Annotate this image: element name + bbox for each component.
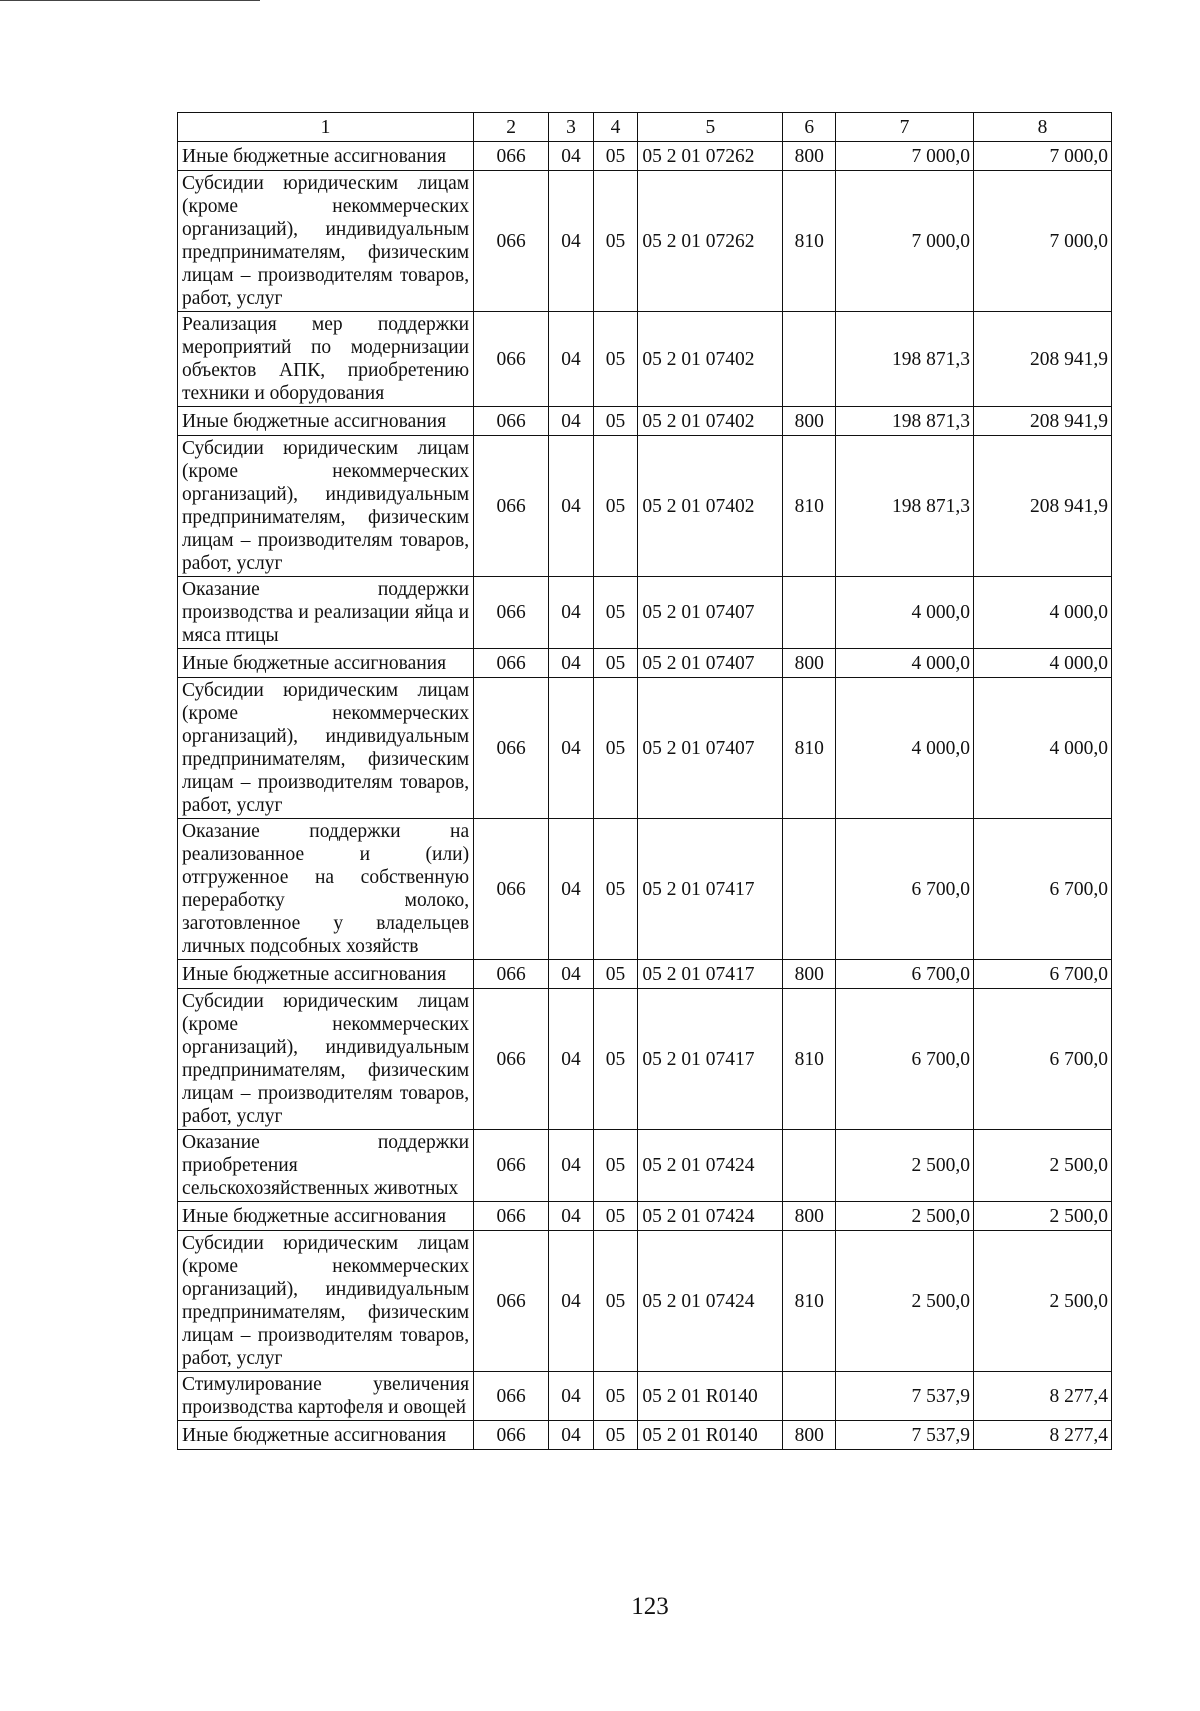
amount-year-2: 6 700,0 <box>974 960 1112 989</box>
target-article-code: 05 2 01 07407 <box>638 649 783 678</box>
expense-type-code: 810 <box>783 678 836 819</box>
table-row <box>178 1202 1112 1231</box>
ministry-code: 066 <box>474 960 549 989</box>
header-col-4: 4 <box>593 113 638 142</box>
table-row <box>178 960 1112 989</box>
table-row <box>178 312 1112 407</box>
target-article-code: 05 2 01 07417 <box>638 960 783 989</box>
expense-type-code <box>783 577 836 649</box>
target-article-code: 05 2 01 R0140 <box>638 1372 783 1421</box>
item-name: Субсидии юридическим лицам (кроме некоммерческих организаций), индивидуальным предпринимателям, физическим лицам – производителям товаров, работ, услуг <box>178 678 474 819</box>
expense-type-code: 800 <box>783 1202 836 1231</box>
subsection-code: 05 <box>593 171 638 312</box>
scan-edge-mark <box>0 0 260 7</box>
amount-year-2: 6 700,0 <box>974 819 1112 960</box>
amount-year-2: 4 000,0 <box>974 577 1112 649</box>
budget-table <box>177 112 1112 1450</box>
ministry-code: 066 <box>474 1231 549 1372</box>
amount-year-2: 2 500,0 <box>974 1202 1112 1231</box>
item-name: Иные бюджетные ассигнования <box>178 960 474 989</box>
amount-year-1: 4 000,0 <box>836 649 974 678</box>
item-name: Субсидии юридическим лицам (кроме некоммерческих организаций), индивидуальным предпринимателям, физическим лицам – производителям товаров, работ, услуг <box>178 989 474 1130</box>
ministry-code: 066 <box>474 1421 549 1450</box>
expense-type-code: 800 <box>783 649 836 678</box>
item-name: Субсидии юридическим лицам (кроме некоммерческих организаций), индивидуальным предпринимателям, физическим лицам – производителям товаров, работ, услуг <box>178 436 474 577</box>
table-body <box>178 142 1112 1450</box>
ministry-code: 066 <box>474 1202 549 1231</box>
ministry-code: 066 <box>474 989 549 1130</box>
item-name: Субсидии юридическим лицам (кроме некоммерческих организаций), индивидуальным предпринимателям, физическим лицам – производителям товаров, работ, услуг <box>178 1231 474 1372</box>
ministry-code: 066 <box>474 407 549 436</box>
target-article-code: 05 2 01 07262 <box>638 171 783 312</box>
header-col-6: 6 <box>783 113 836 142</box>
subsection-code: 05 <box>593 989 638 1130</box>
target-article-code: 05 2 01 07402 <box>638 407 783 436</box>
item-name: Субсидии юридическим лицам (кроме некоммерческих организаций), индивидуальным предпринимателям, физическим лицам – производителям товаров, работ, услуг <box>178 171 474 312</box>
subsection-code: 05 <box>593 436 638 577</box>
amount-year-1: 198 871,3 <box>836 436 974 577</box>
subsection-code: 05 <box>593 142 638 171</box>
target-article-code: 05 2 01 07424 <box>638 1130 783 1202</box>
target-article-code: 05 2 01 07402 <box>638 312 783 407</box>
header-row <box>178 113 1112 142</box>
ministry-code: 066 <box>474 1130 549 1202</box>
section-code: 04 <box>549 577 594 649</box>
target-article-code: 05 2 01 R0140 <box>638 1421 783 1450</box>
ministry-code: 066 <box>474 142 549 171</box>
item-name: Иные бюджетные ассигнования <box>178 407 474 436</box>
target-article-code: 05 2 01 07407 <box>638 577 783 649</box>
table-row <box>178 649 1112 678</box>
header-col-8: 8 <box>974 113 1112 142</box>
amount-year-1: 7 000,0 <box>836 142 974 171</box>
target-article-code: 05 2 01 07402 <box>638 436 783 577</box>
subsection-code: 05 <box>593 407 638 436</box>
amount-year-1: 6 700,0 <box>836 989 974 1130</box>
subsection-code: 05 <box>593 649 638 678</box>
section-code: 04 <box>549 1231 594 1372</box>
expense-type-code <box>783 312 836 407</box>
expense-type-code: 800 <box>783 142 836 171</box>
section-code: 04 <box>549 989 594 1130</box>
header-col-3: 3 <box>549 113 594 142</box>
ministry-code: 066 <box>474 171 549 312</box>
amount-year-2: 6 700,0 <box>974 989 1112 1130</box>
amount-year-1: 7 537,9 <box>836 1421 974 1450</box>
item-name: Оказание поддержки приобретения сельскохозяйственных животных <box>178 1130 474 1202</box>
expense-type-code: 800 <box>783 407 836 436</box>
expense-type-code <box>783 819 836 960</box>
table-row <box>178 989 1112 1130</box>
table-row <box>178 678 1112 819</box>
item-name: Иные бюджетные ассигнования <box>178 1421 474 1450</box>
ministry-code: 066 <box>474 1372 549 1421</box>
item-name: Стимулирование увеличения производства картофеля и овощей <box>178 1372 474 1421</box>
target-article-code: 05 2 01 07417 <box>638 819 783 960</box>
section-code: 04 <box>549 678 594 819</box>
expense-type-code: 810 <box>783 1231 836 1372</box>
amount-year-2: 8 277,4 <box>974 1372 1112 1421</box>
ministry-code: 066 <box>474 649 549 678</box>
expense-type-code: 810 <box>783 989 836 1130</box>
section-code: 04 <box>549 436 594 577</box>
amount-year-2: 4 000,0 <box>974 649 1112 678</box>
item-name: Оказание поддержки на реализованное и (или) отгруженное на собственную переработку молоко, заготовленное у владельцев личных подсобных хозяйств <box>178 819 474 960</box>
amount-year-2: 7 000,0 <box>974 171 1112 312</box>
amount-year-2: 2 500,0 <box>974 1130 1112 1202</box>
expense-type-code <box>783 1372 836 1421</box>
item-name: Оказание поддержки производства и реализации яйца и мяса птицы <box>178 577 474 649</box>
ministry-code: 066 <box>474 678 549 819</box>
target-article-code: 05 2 01 07424 <box>638 1202 783 1231</box>
section-code: 04 <box>549 1372 594 1421</box>
amount-year-1: 198 871,3 <box>836 407 974 436</box>
subsection-code: 05 <box>593 312 638 407</box>
table-row <box>178 171 1112 312</box>
amount-year-2: 8 277,4 <box>974 1421 1112 1450</box>
item-name: Иные бюджетные ассигнования <box>178 1202 474 1231</box>
table-row <box>178 577 1112 649</box>
table-row <box>178 1372 1112 1421</box>
amount-year-1: 198 871,3 <box>836 312 974 407</box>
amount-year-2: 2 500,0 <box>974 1231 1112 1372</box>
section-code: 04 <box>549 142 594 171</box>
ministry-code: 066 <box>474 819 549 960</box>
subsection-code: 05 <box>593 1202 638 1231</box>
expense-type-code: 810 <box>783 436 836 577</box>
section-code: 04 <box>549 1130 594 1202</box>
section-code: 04 <box>549 819 594 960</box>
section-code: 04 <box>549 960 594 989</box>
amount-year-1: 4 000,0 <box>836 678 974 819</box>
section-code: 04 <box>549 312 594 407</box>
amount-year-2: 208 941,9 <box>974 436 1112 577</box>
section-code: 04 <box>549 1202 594 1231</box>
section-code: 04 <box>549 407 594 436</box>
subsection-code: 05 <box>593 1372 638 1421</box>
table-row <box>178 1231 1112 1372</box>
section-code: 04 <box>549 1421 594 1450</box>
section-code: 04 <box>549 649 594 678</box>
ministry-code: 066 <box>474 577 549 649</box>
page-number: 123 <box>631 1593 669 1620</box>
subsection-code: 05 <box>593 1421 638 1450</box>
amount-year-1: 2 500,0 <box>836 1231 974 1372</box>
target-article-code: 05 2 01 07417 <box>638 989 783 1130</box>
header-col-5: 5 <box>638 113 783 142</box>
header-col-1: 1 <box>178 113 474 142</box>
table-row <box>178 1130 1112 1202</box>
item-name: Реализация мер поддержки мероприятий по модернизации объектов АПК, приобретению техники и оборудования <box>178 312 474 407</box>
amount-year-1: 6 700,0 <box>836 819 974 960</box>
subsection-code: 05 <box>593 577 638 649</box>
ministry-code: 066 <box>474 312 549 407</box>
section-code: 04 <box>549 171 594 312</box>
target-article-code: 05 2 01 07407 <box>638 678 783 819</box>
amount-year-2: 208 941,9 <box>974 312 1112 407</box>
header-col-2: 2 <box>474 113 549 142</box>
amount-year-1: 2 500,0 <box>836 1130 974 1202</box>
expense-type-code: 810 <box>783 171 836 312</box>
table-row <box>178 819 1112 960</box>
target-article-code: 05 2 01 07262 <box>638 142 783 171</box>
item-name: Иные бюджетные ассигнования <box>178 142 474 171</box>
amount-year-1: 7 000,0 <box>836 171 974 312</box>
amount-year-2: 208 941,9 <box>974 407 1112 436</box>
amount-year-1: 2 500,0 <box>836 1202 974 1231</box>
amount-year-2: 4 000,0 <box>974 678 1112 819</box>
subsection-code: 05 <box>593 1130 638 1202</box>
ministry-code: 066 <box>474 436 549 577</box>
expense-type-code: 800 <box>783 1421 836 1450</box>
subsection-code: 05 <box>593 960 638 989</box>
item-name: Иные бюджетные ассигнования <box>178 649 474 678</box>
table-row <box>178 407 1112 436</box>
expense-type-code <box>783 1130 836 1202</box>
header-col-7: 7 <box>836 113 974 142</box>
amount-year-1: 4 000,0 <box>836 577 974 649</box>
amount-year-1: 6 700,0 <box>836 960 974 989</box>
expense-type-code: 800 <box>783 960 836 989</box>
table-row <box>178 1421 1112 1450</box>
amount-year-1: 7 537,9 <box>836 1372 974 1421</box>
target-article-code: 05 2 01 07424 <box>638 1231 783 1372</box>
subsection-code: 05 <box>593 1231 638 1372</box>
subsection-code: 05 <box>593 819 638 960</box>
amount-year-2: 7 000,0 <box>974 142 1112 171</box>
subsection-code: 05 <box>593 678 638 819</box>
table-row <box>178 142 1112 171</box>
table-row <box>178 436 1112 577</box>
